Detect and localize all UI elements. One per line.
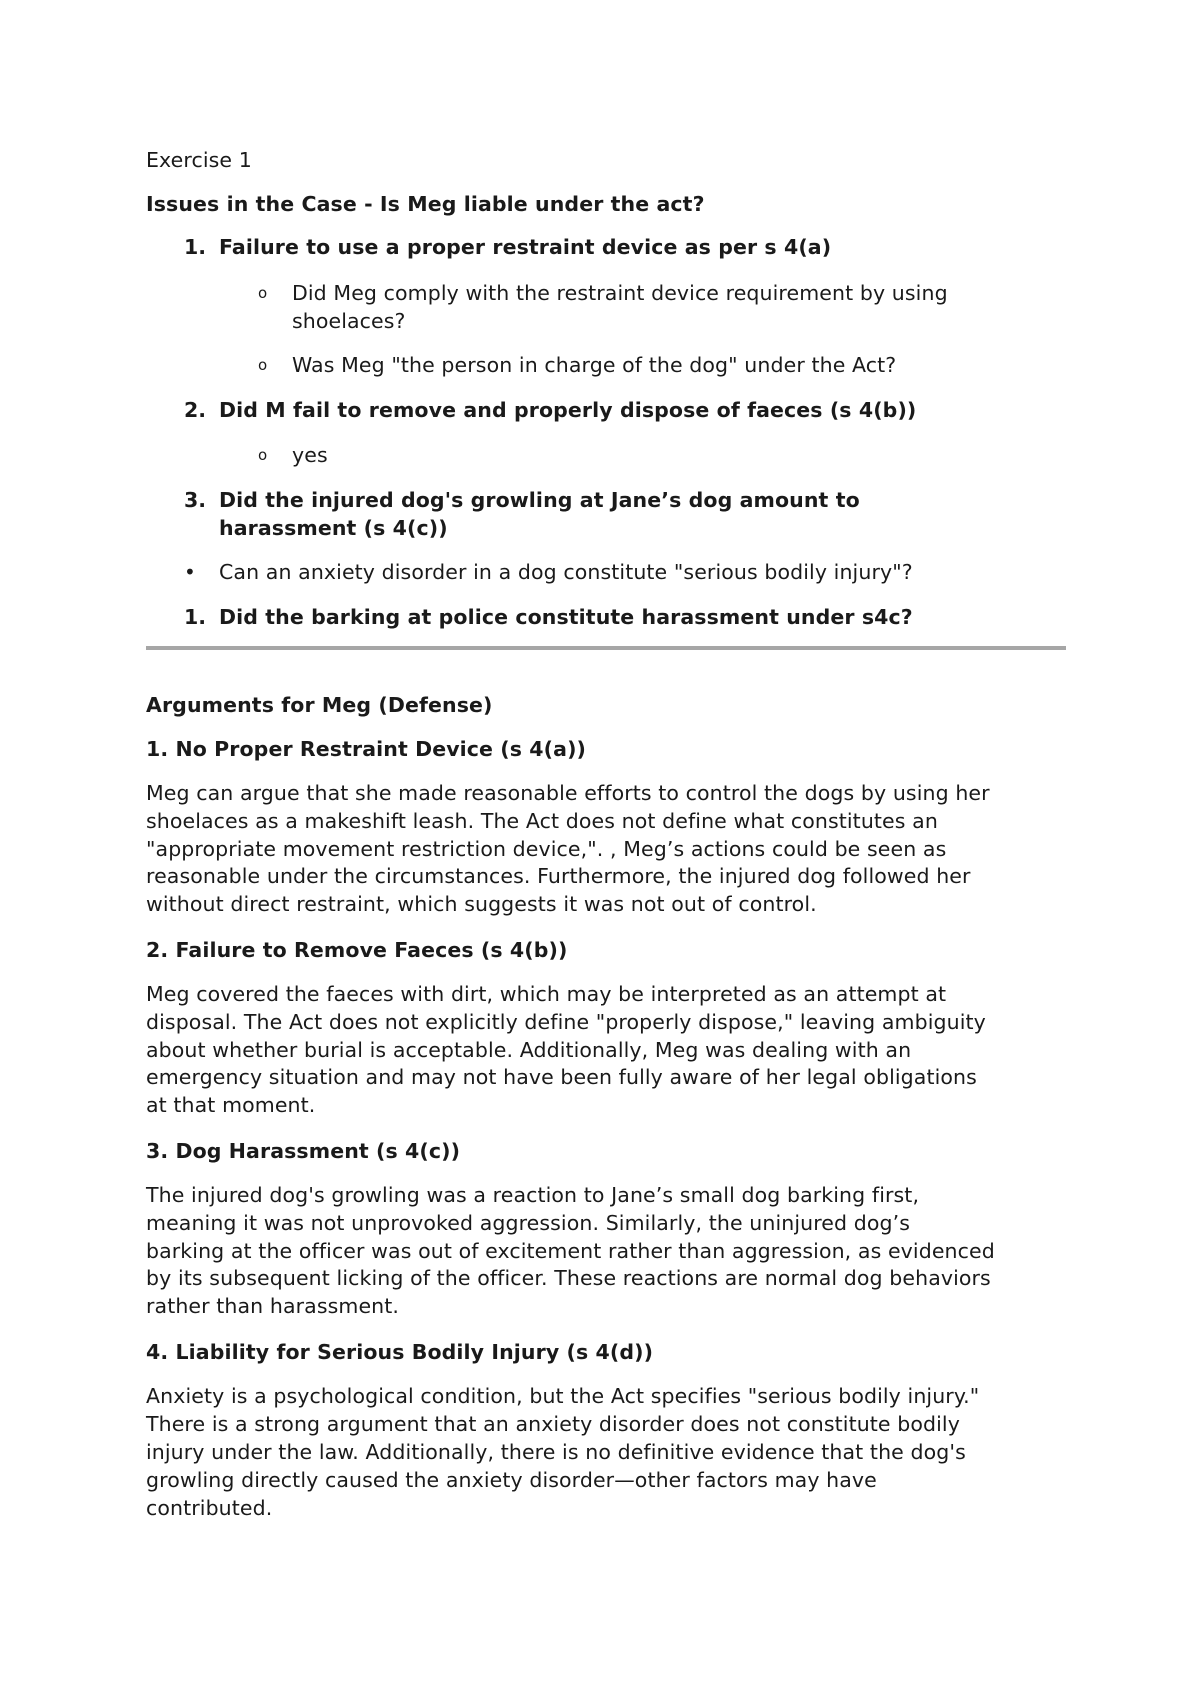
argument-4-line: Anxiety is a psychological condition, but the Act specifies "serious bodily injury." xyxy=(146,1384,980,1408)
issue-3-text-line-1: Did the injured dog's growling at Jane’s dog amount to xyxy=(219,488,860,512)
argument-1-line: without direct restraint, which suggests it was not out of control. xyxy=(146,892,817,916)
argument-1-line: reasonable under the circumstances. Furthermore, the injured dog followed her xyxy=(146,864,971,888)
argument-2-line: emergency situation and may not have been fully aware of her legal obligations xyxy=(146,1065,977,1089)
argument-4-heading: 4. Liability for Serious Bodily Injury (s 4(d)) xyxy=(146,1340,654,1364)
argument-3-line: The injured dog's growling was a reaction to Jane’s small dog barking first, xyxy=(146,1183,920,1207)
argument-1-line: shoelaces as a makeshift leash. The Act does not define what constitutes an xyxy=(146,809,938,833)
argument-3-line: barking at the officer was out of excitement rather than aggression, as evidenced xyxy=(146,1239,995,1263)
argument-2-heading: 2. Failure to Remove Faeces (s 4(b)) xyxy=(146,938,568,962)
sub-bullet-marker: o xyxy=(258,284,268,302)
document-title: Exercise 1 xyxy=(146,148,252,172)
sub-bullet-marker: o xyxy=(258,446,268,464)
issue-2-number: 2. xyxy=(184,398,207,422)
section-divider xyxy=(146,646,1066,650)
argument-2-line: Meg covered the faeces with dirt, which may be interpreted as an attempt at xyxy=(146,982,947,1006)
argument-1-heading: 1. No Proper Restraint Device (s 4(a)) xyxy=(146,737,587,761)
arguments-heading: Arguments for Meg (Defense) xyxy=(146,693,493,717)
argument-3-line: meaning it was not unprovoked aggression. Similarly, the uninjured dog’s xyxy=(146,1211,911,1235)
argument-4-line: There is a strong argument that an anxiety disorder does not constitute bodily xyxy=(146,1412,960,1436)
issues-heading: Issues in the Case - Is Meg liable under the act? xyxy=(146,192,705,216)
argument-4-line: growling directly caused the anxiety disorder—other factors may have xyxy=(146,1468,877,1492)
argument-2-line: disposal. The Act does not explicitly define "properly dispose," leaving ambiguity xyxy=(146,1010,986,1034)
argument-4-line: contributed. xyxy=(146,1496,273,1520)
issue-2-sub-1: yes xyxy=(292,443,328,467)
issue-last-number: 1. xyxy=(184,605,207,629)
bullet-marker: • xyxy=(184,560,196,584)
argument-1-line: "appropriate movement restriction device,". , Meg’s actions could be seen as xyxy=(146,837,947,861)
issue-1-sub-1-line-2: shoelaces? xyxy=(292,309,406,333)
issue-2-text: Did M fail to remove and properly dispose of faeces (s 4(b)) xyxy=(219,398,917,422)
issue-1-number: 1. xyxy=(184,235,207,259)
issue-1-text: Failure to use a proper restraint device as per s 4(a) xyxy=(219,235,832,259)
issue-1-sub-1-line-1: Did Meg comply with the restraint device requirement by using xyxy=(292,281,948,305)
issue-3-text-line-2: harassment (s 4(c)) xyxy=(219,516,448,540)
issue-bullet-text: Can an anxiety disorder in a dog constitute "serious bodily injury"? xyxy=(219,560,913,584)
argument-2-line: about whether burial is acceptable. Additionally, Meg was dealing with an xyxy=(146,1038,912,1062)
argument-3-line: by its subsequent licking of the officer. These reactions are normal dog behaviors xyxy=(146,1266,991,1290)
argument-2-line: at that moment. xyxy=(146,1093,316,1117)
issue-3-number: 3. xyxy=(184,488,207,512)
sub-bullet-marker: o xyxy=(258,356,268,374)
argument-3-line: rather than harassment. xyxy=(146,1294,400,1318)
issue-1-sub-2: Was Meg "the person in charge of the dog" under the Act? xyxy=(292,353,897,377)
argument-4-line: injury under the law. Additionally, there is no definitive evidence that the dog's xyxy=(146,1440,966,1464)
argument-1-line: Meg can argue that she made reasonable efforts to control the dogs by using her xyxy=(146,781,990,805)
issue-last-text: Did the barking at police constitute harassment under s4c? xyxy=(219,605,913,629)
argument-3-heading: 3. Dog Harassment (s 4(c)) xyxy=(146,1139,461,1163)
